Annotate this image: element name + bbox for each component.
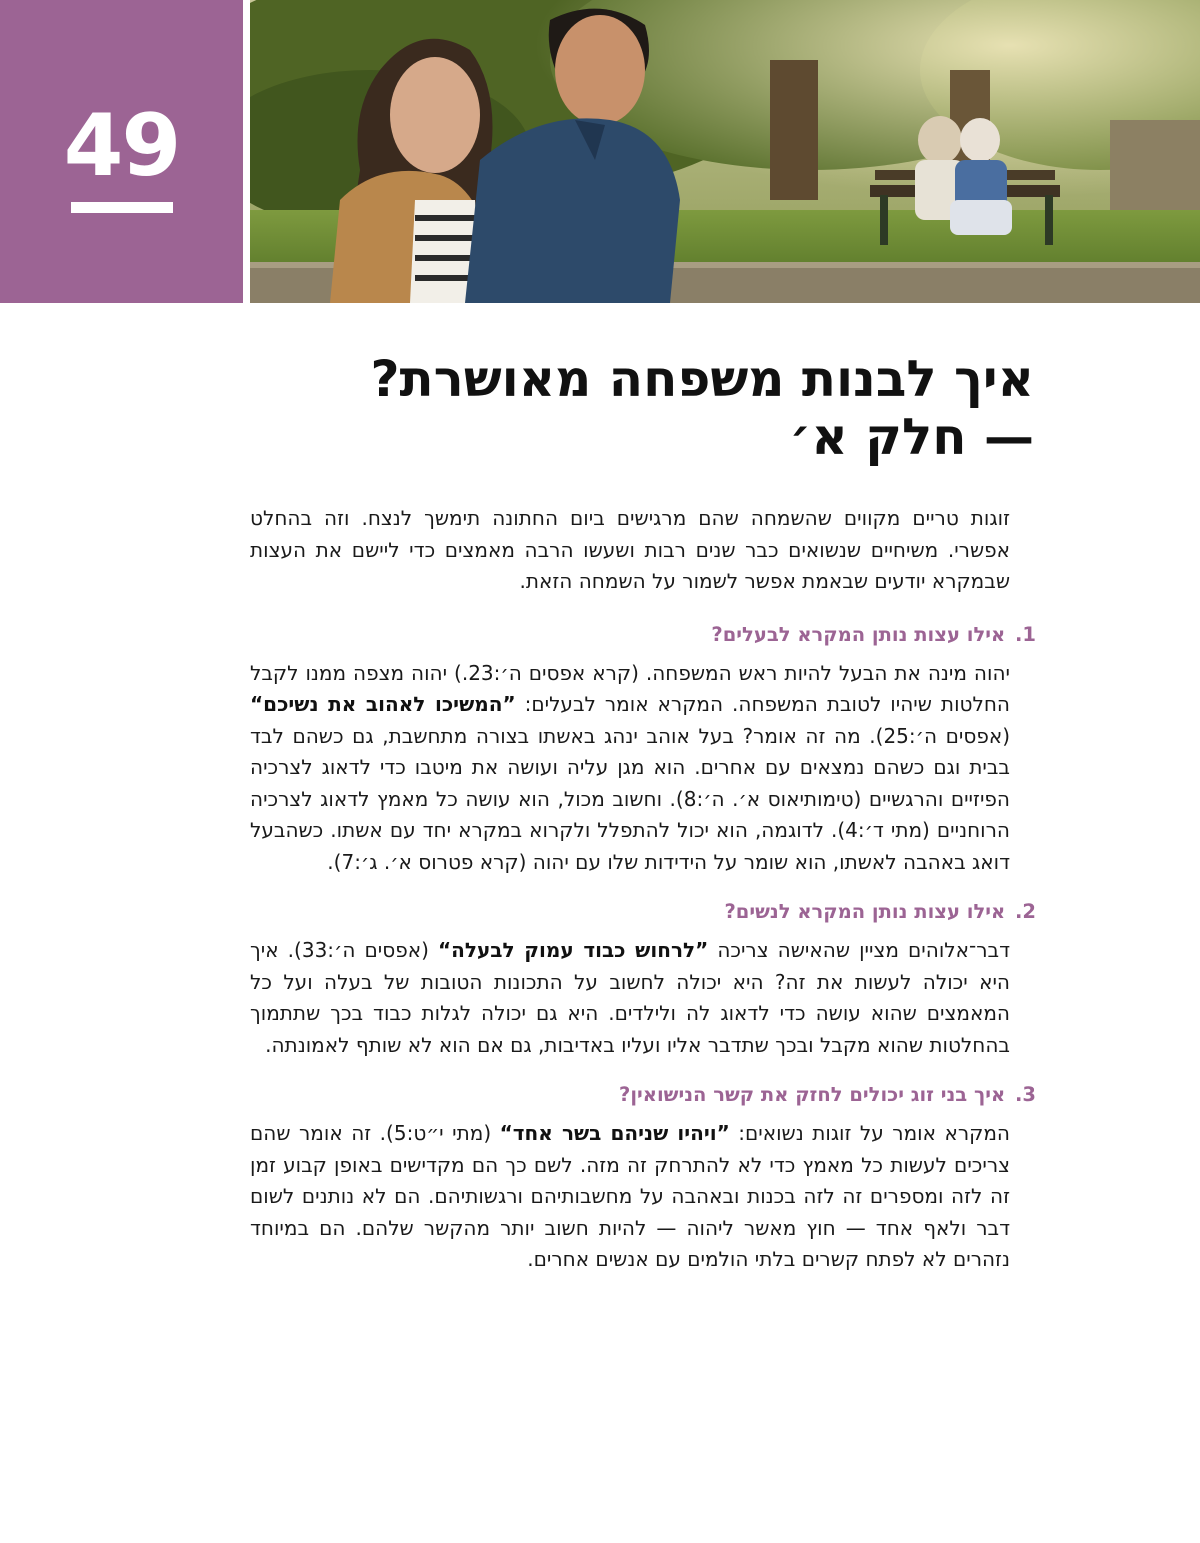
question-3-text: איך בני זוג יכולים לחזק את קשר הנישואין? [619,1083,1006,1106]
answer-1-quote: ”המשיכו לאהוב את נשיכם“ [250,692,516,716]
answer-1-text-a: יהוה מינה את הבעל להיות ראש המשפחה. (קרא אפסים ה׳:23.) יהוה מצפה ממנו לקבל החלטות שיהיו לטובת המשפחה. המקרא אומר לבעלים: [250,660,1010,716]
question-1 [250,621,1036,649]
page-title [234,350,1034,466]
question-3 [250,1081,1036,1109]
answer-3-paragraph [250,1118,1010,1276]
answer-2-paragraph [250,935,1010,1061]
answer-2-text-a: דבר־אלוהים מציין שהאישה צריכה [708,938,1010,962]
title-line-1: איך לבנות משפחה מאושרת? [370,350,1034,408]
answer-2-quote: ”לרחוש כבוד עמוק לבעלה“ [437,938,709,962]
answer-2-text-b: (אפסים ה׳:33). איך היא יכולה לעשות את זה? היא יכולה לחשוב על התכונות הטובות של בעלה ועל כל המאמצים שהוא עושה כדי לדאוג לה ולילדים. היא גם יכולה לגלות כבוד בכך שתתמוך בהחלטות שהוא מקבל ובכך שתדבר אליו ועליו באדיבות, גם אם הוא לא שותף לאמונתה. [250,938,1010,1057]
lesson-content [250,503,1036,1296]
answer-3-text-a: המקרא אומר על זוגות נשואים: [729,1121,1010,1145]
question-1-number: 1. [1015,622,1036,646]
answer-3-quote: ”ויהיו שניהם בשר אחד“ [499,1121,730,1145]
question-2-text: אילו עצות נותן המקרא לנשים? [724,900,1006,923]
question-1-text: אילו עצות נותן המקרא לבעלים? [711,622,1006,646]
answer-3-text-b: (מתי י״ט:5). זה אומר שהם צריכים לעשות כל מאמץ כדי לא להתרחק זה מזה. לשם כך הם מקדישים באופן קבוע זמן זה לזה ומספרים זה לזה בכנות ובאהבה על מחשבותיהם ורגשותיהם. הם לא נותנים לשום דבר ולאף אחד — חוץ מאשר ליהוה — להיות חשוב יותר מהקשר שלהם. הם במיוחד נזהרים לא לפתח קשרים בלתי הולמים עם אנשים אחרים. [250,1121,1010,1271]
question-3-number: 3. [1015,1083,1036,1106]
hero-photo-couple-in-park [250,0,1200,303]
title-line-2: — חלק א׳ [789,408,1034,466]
question-2-number: 2. [1015,900,1036,923]
answer-1-paragraph [250,658,1010,879]
lesson-number-underline [71,202,173,213]
answer-1-text-b: (אפסים ה׳:25). מה זה אומר? בעל אוהב ינהג באשתו בצורה מתחשבת, גם כשהם לבד בבית וגם כשהם נמצאים עם אחרים. הוא מגן עליה ועושה את מיטבו כדי לדאוג לצרכיה הפיזיים והרגשיים (טימותיאוס א׳. ה׳:8). וחשוב מכול, הוא עושה כל מאמץ לדאוג לצרכיה הרוחניים (מתי ד׳:4). לדוגמה, הוא יכול להתפלל ולקרוא במקרא יחד עם אשתו. כשהבעל דואג באהבה לאשתו, הוא שומר על הידידות שלו עם יהוה (קרא פטרוס א׳. ג׳:7). [250,723,1011,874]
lesson-number: 49 [63,96,180,196]
intro-paragraph: זוגות טריים מקווים שהשמחה שהם מרגישים ביום החתונה תימשך לנצח. וזה בהחלט אפשרי. משיחיים שנשואים כבר שנים רבות ושעשו הרבה מאמצים כדי ליישם את העצות שבמקרא יודעים שבאמת אפשר לשמור על השמחה הזאת. [250,506,1010,593]
question-2 [250,898,1036,926]
lesson-number-box [0,0,243,303]
